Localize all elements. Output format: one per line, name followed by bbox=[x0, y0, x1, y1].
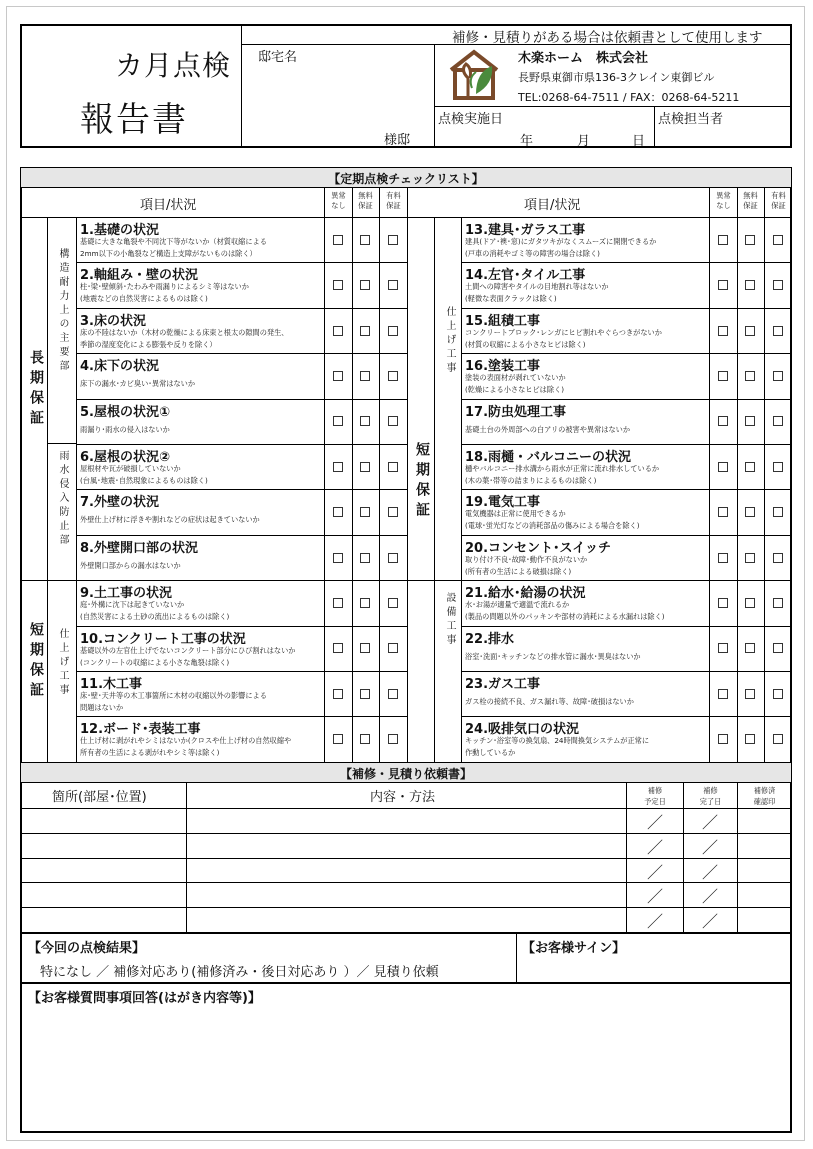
repair-content-field[interactable] bbox=[187, 883, 625, 906]
date-day: 日 bbox=[632, 134, 646, 149]
checkbox-paid-warranty[interactable] bbox=[773, 643, 783, 653]
checkbox-free-warranty[interactable] bbox=[360, 598, 370, 608]
checkbox-no-abnormality[interactable] bbox=[718, 507, 728, 517]
repair-confirm-stamp-field[interactable] bbox=[738, 859, 790, 882]
signature-field[interactable] bbox=[518, 955, 790, 981]
repair-done-date-field[interactable]: ／ bbox=[702, 862, 719, 882]
checklist-row bbox=[77, 671, 324, 716]
checklist-item-detail: 基礎以外の左官仕上げでないコンクリート部分にひび割れはないか bbox=[80, 645, 296, 655]
checklist-item-detail: 水･お湯が適量で適温で流れるか bbox=[465, 600, 570, 610]
checkbox-paid-warranty[interactable] bbox=[773, 416, 783, 426]
checkbox-free-warranty[interactable] bbox=[360, 326, 370, 336]
result-divider bbox=[516, 933, 517, 982]
checkbox-no-abnormality[interactable] bbox=[333, 235, 343, 245]
checklist-item-detail: (製品の問題以外のパッキンや部材の消耗による水漏れは除く) bbox=[465, 612, 665, 622]
grid-line bbox=[379, 188, 380, 762]
repair-col-content: 内容・方法 bbox=[370, 790, 436, 805]
checkbox-no-abnormality[interactable] bbox=[718, 643, 728, 653]
checklist-item-detail: (材質の収縮による小さなヒビは除く) bbox=[465, 339, 586, 349]
grid-line bbox=[47, 217, 48, 762]
checklist-row bbox=[77, 262, 324, 307]
grid-line bbox=[434, 217, 435, 762]
checklist-item-title: 10.コンクリート工事の状況 bbox=[80, 631, 246, 647]
left-sub-finish: 仕上げ工事 bbox=[57, 628, 68, 698]
repair-location-field[interactable] bbox=[22, 883, 185, 906]
checkbox-no-abnormality[interactable] bbox=[718, 326, 728, 336]
checklist-item-title: 20.コンセント･スイッチ bbox=[465, 540, 612, 556]
checklist-item-title: 22.排水 bbox=[465, 631, 515, 647]
repair-content-field[interactable] bbox=[187, 834, 625, 857]
checklist-row bbox=[462, 626, 709, 671]
checkbox-paid-warranty[interactable] bbox=[773, 689, 783, 699]
checkbox-free-warranty[interactable] bbox=[360, 734, 370, 744]
checklist-item-title: 17.防虫処理工事 bbox=[465, 404, 567, 420]
checkbox-no-abnormality[interactable] bbox=[718, 689, 728, 699]
checkbox-no-abnormality[interactable] bbox=[333, 553, 343, 563]
checkbox-no-abnormality[interactable] bbox=[333, 643, 343, 653]
checkbox-no-abnormality[interactable] bbox=[333, 326, 343, 336]
notice-text: 補修・見積りがある場合は依頼書として使用します bbox=[452, 30, 763, 46]
checkbox-free-warranty[interactable] bbox=[745, 462, 755, 472]
repair-planned-date-field[interactable]: ／ bbox=[647, 837, 664, 857]
checkbox-no-abnormality[interactable] bbox=[333, 371, 343, 381]
col-paid-header: 有料 保証 bbox=[771, 191, 786, 210]
report-title-line2: 報告書 bbox=[80, 100, 188, 140]
checkbox-free-warranty[interactable] bbox=[745, 371, 755, 381]
checklist-item-detail: コンクリートブロック･レンガにヒビ割れやぐらつきがないか bbox=[465, 327, 662, 337]
checkbox-free-warranty[interactable] bbox=[745, 598, 755, 608]
checklist-row bbox=[462, 535, 709, 580]
repair-content-field[interactable] bbox=[187, 809, 625, 832]
checkbox-free-warranty[interactable] bbox=[360, 371, 370, 381]
checklist-item-title: 7.外壁の状況 bbox=[80, 495, 159, 511]
checklist-item-title: 12.ボード･表装工事 bbox=[80, 722, 201, 738]
header-divider bbox=[434, 44, 435, 147]
checkbox-no-abnormality[interactable] bbox=[333, 734, 343, 744]
checkbox-free-warranty[interactable] bbox=[745, 326, 755, 336]
repair-location-field[interactable] bbox=[22, 859, 185, 882]
checkbox-paid-warranty[interactable] bbox=[773, 553, 783, 563]
checkbox-free-warranty[interactable] bbox=[745, 643, 755, 653]
repair-planned-date-field[interactable]: ／ bbox=[647, 912, 664, 932]
checkbox-paid-warranty[interactable] bbox=[388, 734, 398, 744]
checklist-item-title: 6.屋根の状況② bbox=[80, 450, 170, 465]
checkbox-no-abnormality[interactable] bbox=[718, 280, 728, 290]
right-column-item: 項目/状況 bbox=[524, 198, 581, 213]
col-free-header: 無料 保証 bbox=[743, 191, 758, 210]
checklist-row bbox=[77, 535, 324, 580]
checkbox-free-warranty[interactable] bbox=[745, 689, 755, 699]
checklist-item-detail: 仕上げ材に剥がれやシミはないか(クロスや仕上げ材の自然収縮や bbox=[80, 736, 292, 746]
checklist-item-detail: (乾燥による小さなヒビは除く) bbox=[465, 385, 565, 395]
checklist-row bbox=[462, 308, 709, 353]
grid-line bbox=[709, 188, 710, 762]
checklist-item-title: 5.屋根の状況① bbox=[80, 404, 170, 420]
checklist-row bbox=[77, 217, 324, 262]
checklist-row bbox=[462, 353, 709, 398]
checklist-item-detail: ガス栓の接続不良、ガス漏れ等、故障･破損はないか bbox=[465, 697, 634, 706]
repair-done-date-field[interactable]: ／ bbox=[702, 813, 719, 832]
checklist-row bbox=[462, 671, 709, 716]
repair-planned-date-field[interactable]: ／ bbox=[647, 862, 664, 882]
checklist-item-detail: 床･壁･天井等の木工事箇所に木材の収縮以外の影響による bbox=[80, 691, 267, 700]
checkbox-no-abnormality[interactable] bbox=[333, 689, 343, 699]
checklist-item-title: 2.軸組み・壁の状況 bbox=[80, 268, 198, 284]
checkbox-no-abnormality[interactable] bbox=[718, 371, 728, 381]
checklist-item-detail: 基礎土台の外周部への白アリの被害や異常はないか bbox=[465, 424, 631, 434]
checklist-row bbox=[77, 716, 324, 761]
checklist-item-detail: (地震などの自然災害によるものは除く) bbox=[80, 294, 208, 304]
checkbox-free-warranty[interactable] bbox=[360, 553, 370, 563]
checkbox-paid-warranty[interactable] bbox=[388, 416, 398, 426]
checkbox-paid-warranty[interactable] bbox=[388, 280, 398, 290]
checkbox-free-warranty[interactable] bbox=[360, 507, 370, 517]
checklist-row bbox=[77, 444, 324, 489]
checkbox-paid-warranty[interactable] bbox=[388, 371, 398, 381]
checkbox-no-abnormality[interactable] bbox=[333, 462, 343, 472]
checklist-item-title: 23.ガス工事 bbox=[465, 677, 541, 692]
repair-location-field[interactable] bbox=[22, 834, 185, 857]
checkbox-paid-warranty[interactable] bbox=[773, 235, 783, 245]
checklist-item-detail: 2mm以下の小亀裂など構造上支障がないものは除く） bbox=[80, 249, 257, 258]
checkbox-no-abnormality[interactable] bbox=[718, 462, 728, 472]
checkbox-free-warranty[interactable] bbox=[745, 280, 755, 290]
repair-planned-date-field[interactable]: ／ bbox=[647, 813, 664, 832]
checklist-row bbox=[77, 626, 324, 671]
report-title-line1: カ月点検 bbox=[115, 49, 232, 82]
group-line bbox=[47, 443, 77, 444]
checkbox-paid-warranty[interactable] bbox=[388, 643, 398, 653]
signature-title: 【お客様サイン】 bbox=[522, 941, 626, 956]
repair-confirm-stamp-field[interactable] bbox=[738, 834, 790, 857]
checklist-row bbox=[462, 580, 709, 625]
checkbox-free-warranty[interactable] bbox=[745, 507, 755, 517]
checkbox-paid-warranty[interactable] bbox=[388, 235, 398, 245]
checkbox-paid-warranty[interactable] bbox=[388, 598, 398, 608]
checkbox-paid-warranty[interactable] bbox=[773, 734, 783, 744]
checklist-item-title: 13.建具･ガラス工事 bbox=[465, 223, 586, 238]
inspection-date-label: 点検実施日 bbox=[438, 112, 504, 127]
checkbox-free-warranty[interactable] bbox=[360, 280, 370, 290]
checkbox-paid-warranty[interactable] bbox=[773, 598, 783, 608]
header-divider bbox=[654, 106, 655, 147]
checklist-item-title: 15.組積工事 bbox=[465, 313, 541, 329]
checklist-item-detail: (電球･蛍光灯などの消耗部品の傷みによる場合を除く) bbox=[465, 521, 640, 531]
house-logo-icon bbox=[446, 48, 502, 102]
grid-line bbox=[764, 188, 765, 762]
checklist-title-bar bbox=[21, 168, 791, 188]
company-phone: TEL:0268-64-7511 / FAX：0268-64-5211 bbox=[518, 91, 740, 104]
checklist-item-title: 21.給水･給湯の状況 bbox=[465, 586, 586, 602]
checklist-item-detail: 庭･外構に沈下は起きていないか bbox=[80, 600, 185, 610]
checkbox-free-warranty[interactable] bbox=[360, 462, 370, 472]
checkbox-no-abnormality[interactable] bbox=[718, 598, 728, 608]
checklist-item-title: 8.外壁開口部の状況 bbox=[80, 540, 198, 556]
date-month: 月 bbox=[577, 134, 591, 149]
date-year: 年 bbox=[520, 134, 534, 149]
col-abnormal-header: 異常 なし bbox=[331, 191, 346, 210]
checklist-item-detail: 土間への障害やタイルの目地割れ等はないか bbox=[465, 282, 609, 292]
checklist-item-detail: (コンクリートの収縮による小さな亀裂は除く) bbox=[80, 657, 230, 667]
checklist-item-title: 18.雨樋・バルコニーの状況 bbox=[465, 450, 632, 465]
checklist-row bbox=[77, 308, 324, 353]
repair-confirm-stamp-field[interactable] bbox=[738, 809, 790, 832]
checkbox-no-abnormality[interactable] bbox=[333, 507, 343, 517]
checkbox-paid-warranty[interactable] bbox=[773, 326, 783, 336]
repair-done-date-field[interactable]: ／ bbox=[702, 887, 719, 907]
checklist-row bbox=[77, 489, 324, 534]
checkbox-paid-warranty[interactable] bbox=[773, 507, 783, 517]
left-group-short: 短期保証 bbox=[28, 622, 44, 702]
checklist-item-detail: 床下の漏水･カビ臭い･異常はないか bbox=[80, 379, 196, 389]
checklist-item-title: 9.土工事の状況 bbox=[80, 586, 172, 602]
repair-col-done: 補修 完了日 bbox=[699, 786, 722, 806]
checkbox-no-abnormality[interactable] bbox=[333, 280, 343, 290]
checklist-item-title: 14.左官･タイル工事 bbox=[465, 268, 586, 284]
checklist-row bbox=[77, 580, 324, 625]
checkbox-paid-warranty[interactable] bbox=[388, 462, 398, 472]
checklist-item-title: 19.電気工事 bbox=[465, 495, 541, 511]
checklist-item-detail: (台風･地震･自然現象によるものは除く) bbox=[80, 476, 208, 485]
right-group-short: 短期保証 bbox=[414, 442, 430, 522]
company-address: 長野県東御市県136-3クレイン東御ビル bbox=[518, 71, 715, 84]
checkbox-no-abnormality[interactable] bbox=[333, 598, 343, 608]
checkbox-free-warranty[interactable] bbox=[745, 416, 755, 426]
checkbox-free-warranty[interactable] bbox=[360, 416, 370, 426]
questions-top-line bbox=[21, 982, 791, 984]
sama-label: 様邸 bbox=[384, 133, 411, 148]
header-divider bbox=[434, 106, 791, 107]
left-group-long: 長期保証 bbox=[28, 350, 44, 430]
col-free-header: 無料 保証 bbox=[358, 191, 373, 210]
checklist-row bbox=[77, 353, 324, 398]
grid-line bbox=[737, 188, 738, 762]
checklist-item-detail: (所有者の生活による破損は除く) bbox=[465, 566, 572, 576]
checklist-item-title: 3.床の状況 bbox=[80, 313, 146, 329]
checklist-item-title: 16.塗装工事 bbox=[465, 359, 541, 375]
group-line bbox=[21, 580, 77, 581]
left-sub-structure: 構造耐力上の主要部 bbox=[57, 248, 68, 374]
repair-done-date-field[interactable]: ／ bbox=[702, 837, 719, 857]
checkbox-free-warranty[interactable] bbox=[360, 235, 370, 245]
checklist-row bbox=[462, 716, 709, 761]
checklist-item-detail: キッチン･浴室等の換気扇、24時間換気システムが正常に bbox=[465, 736, 650, 746]
checklist-item-title: 4.床下の状況 bbox=[80, 359, 159, 375]
group-line bbox=[407, 580, 462, 581]
result-top-line bbox=[21, 932, 791, 934]
checklist-item-detail: (自然災害による土砂の流出によるものは除く) bbox=[80, 612, 230, 622]
residence-label: 邸宅名 bbox=[258, 50, 298, 65]
checklist-item-title: 24.吸排気口の状況 bbox=[465, 722, 580, 738]
left-sub-rain: 雨水侵入防止部 bbox=[57, 450, 68, 548]
checklist-item-detail: (戸車の消耗やゴミ等の障害の場合は除く) bbox=[465, 249, 600, 258]
checkbox-paid-warranty[interactable] bbox=[773, 462, 783, 472]
inspector-label: 点検担当者 bbox=[658, 112, 724, 127]
checklist-item-detail: 電気機器は正常に使用できるか bbox=[465, 509, 566, 519]
company-name: 木楽ホーム 株式会社 bbox=[518, 51, 649, 66]
result-options[interactable]: 特になし ／ 補修対応あり(補修済み・後日対応あり ）／ 見積り依頼 bbox=[40, 965, 439, 980]
checkbox-free-warranty[interactable] bbox=[360, 689, 370, 699]
checklist-item-detail: 問題はないか bbox=[80, 703, 124, 712]
repair-confirm-stamp-field[interactable] bbox=[738, 883, 790, 906]
checklist-row bbox=[462, 399, 709, 444]
checklist-item-detail: 外壁仕上げ材に浮きや割れなどの症状は起きていないか bbox=[80, 515, 260, 525]
checklist-item-detail: 取り付け不良･故障･動作不良がないか bbox=[465, 554, 588, 564]
checklist-item-detail: 塗装の表面材が剥れていないか bbox=[465, 373, 566, 383]
repair-location-field[interactable] bbox=[22, 809, 185, 832]
questions-title: 【お客様質問事項回答(はがき内容等)】 bbox=[28, 991, 261, 1006]
checklist-item-detail: 外壁開口部からの漏水はないか bbox=[80, 560, 181, 570]
checklist-item-detail: 樋やバルコニー排水溝から雨水が正常に流れ排水しているか bbox=[465, 464, 660, 473]
repair-done-date-field[interactable]: ／ bbox=[702, 912, 719, 932]
checklist-row bbox=[462, 489, 709, 534]
checklist-item-detail: (木の葉･帯等の詰まりによるものは除く) bbox=[465, 476, 597, 485]
checkbox-free-warranty[interactable] bbox=[745, 734, 755, 744]
checkbox-free-warranty[interactable] bbox=[745, 553, 755, 563]
checkbox-no-abnormality[interactable] bbox=[718, 235, 728, 245]
checkbox-no-abnormality[interactable] bbox=[718, 553, 728, 563]
col-paid-header: 有料 保証 bbox=[386, 191, 401, 210]
checklist-item-detail: 床の不陸はないか（木材の乾燥による床束と根太の隙間の発生、 bbox=[80, 327, 289, 337]
repair-title: 【補修・見積り依頼書】 bbox=[339, 767, 472, 781]
checkbox-no-abnormality[interactable] bbox=[718, 734, 728, 744]
checkbox-no-abnormality[interactable] bbox=[718, 416, 728, 426]
checkbox-paid-warranty[interactable] bbox=[388, 326, 398, 336]
questions-answer-area[interactable] bbox=[24, 1008, 788, 1128]
checkbox-free-warranty[interactable] bbox=[360, 643, 370, 653]
checklist-item-detail: 屋根材や瓦が破損していないか bbox=[80, 464, 181, 473]
col-abnormal-header: 異常 なし bbox=[716, 191, 731, 210]
checkbox-paid-warranty[interactable] bbox=[388, 689, 398, 699]
grid-line bbox=[407, 188, 408, 762]
checklist-row bbox=[462, 262, 709, 307]
repair-col-confirm: 補修済 確認印 bbox=[753, 786, 776, 806]
checkbox-free-warranty[interactable] bbox=[745, 235, 755, 245]
checklist-item-title: 1.基礎の状況 bbox=[80, 223, 159, 238]
checklist-item-detail: 所有者の生活による剥がれやシミ等は除く) bbox=[80, 748, 220, 758]
result-title: 【今回の点検結果】 bbox=[28, 941, 146, 956]
repair-col-location: 箇所(部屋･位置) bbox=[52, 790, 147, 805]
checklist-item-detail: 柱･梁･壁傾斜･たわみや雨漏りによるシミ等はないか bbox=[80, 282, 249, 292]
checklist-item-title: 11.木工事 bbox=[80, 677, 143, 692]
checklist-item-detail: 季節の湿度変化による膨張や反りを除く） bbox=[80, 339, 217, 349]
repair-confirm-stamp-field[interactable] bbox=[738, 908, 790, 931]
checkbox-paid-warranty[interactable] bbox=[388, 553, 398, 563]
checkbox-paid-warranty[interactable] bbox=[773, 280, 783, 290]
repair-col-planned: 補修 予定日 bbox=[644, 786, 666, 806]
checklist-item-detail: 基礎に大きな亀裂や不同沈下等がないか（材質収縮による bbox=[80, 237, 267, 246]
checklist-item-detail: 浴室･洗面･キッチンなどの排水管に漏水･異臭はないか bbox=[465, 651, 641, 661]
checkbox-paid-warranty[interactable] bbox=[773, 371, 783, 381]
repair-location-field[interactable] bbox=[22, 908, 185, 931]
repair-content-field[interactable] bbox=[187, 908, 625, 931]
right-sub-equipment: 設備工事 bbox=[444, 592, 455, 648]
right-sub-finish: 仕上げ工事 bbox=[444, 306, 455, 376]
checklist-row bbox=[462, 217, 709, 262]
checklist-title: 【定期点検チェックリスト】 bbox=[328, 172, 484, 186]
checklist-row bbox=[462, 444, 709, 489]
repair-title-bar bbox=[21, 763, 791, 783]
checklist-item-detail: 作動しているか bbox=[465, 748, 516, 758]
repair-content-field[interactable] bbox=[187, 859, 625, 882]
checklist-item-detail: 雨漏り･雨水の侵入はないか bbox=[80, 424, 170, 434]
checkbox-no-abnormality[interactable] bbox=[333, 416, 343, 426]
checklist-item-detail: 建具(ドア･襖･窓)にガタツキがなくスムーズに開閉できるか bbox=[465, 237, 657, 246]
grid-line bbox=[324, 188, 325, 762]
checklist-row bbox=[77, 399, 324, 444]
left-column-item: 項目/状況 bbox=[140, 198, 197, 213]
checklist-item-detail: (軽微な表面クラックは除く) bbox=[465, 294, 557, 304]
repair-planned-date-field[interactable]: ／ bbox=[647, 887, 664, 907]
checkbox-paid-warranty[interactable] bbox=[388, 507, 398, 517]
grid-line bbox=[352, 188, 353, 762]
